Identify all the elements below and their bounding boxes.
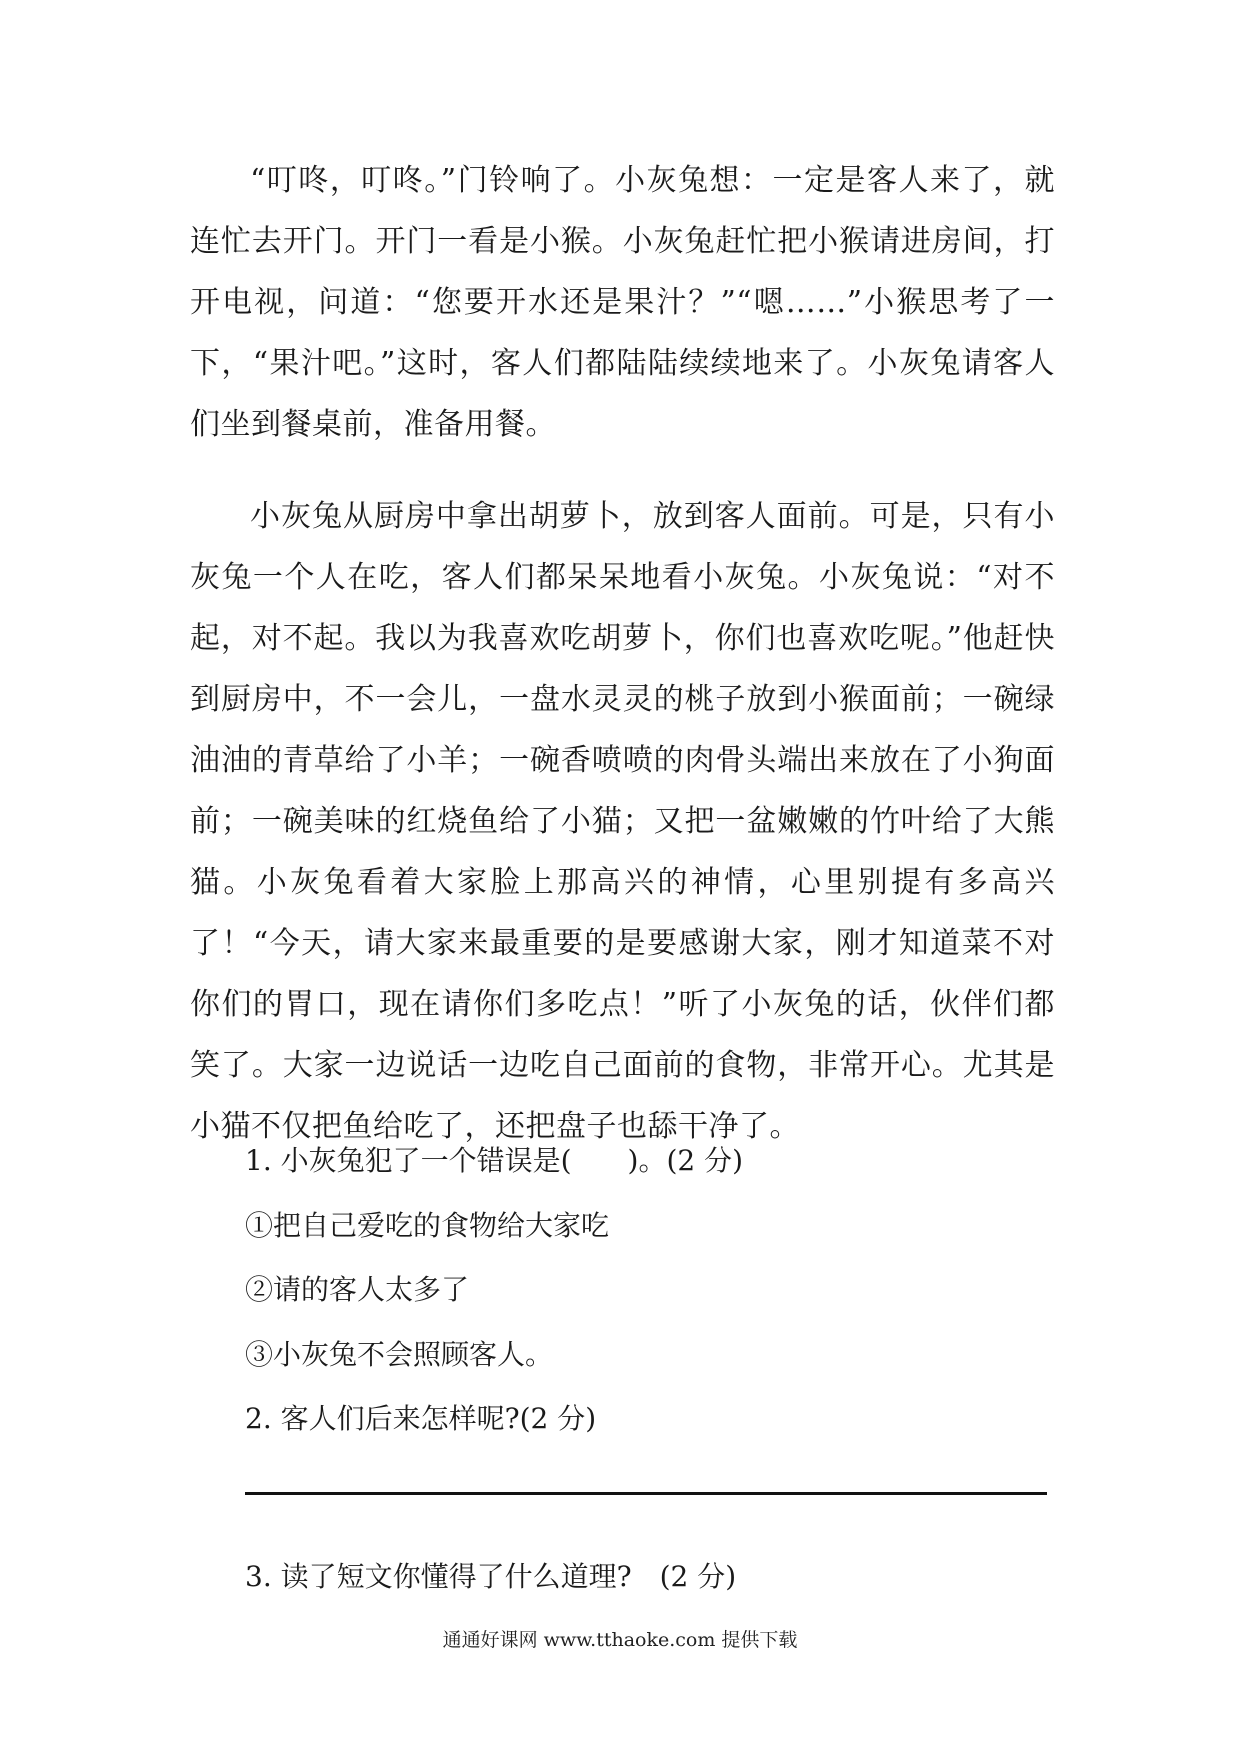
passage-paragraph-1: “叮咚，叮咚。”门铃响了。小灰兔想：一定是客人来了，就连忙去开门。开门一看是小猴。小灰兔赶忙把小猴请进房间，打开电视，问道：“您要开水还是果汁？”“嗯……”小猴思考了一下，“果汁吧。”这时，客人们都陆陆续续地来了。小灰兔请客人们坐到餐桌前，准备用餐。 (190, 163, 1055, 442)
question-1-option-1: ①把自己爱吃的食物给大家吃 (245, 1209, 610, 1242)
footer-credit: 通通好课网 www.tthaoke.com 提供下载 (442, 1629, 798, 1651)
question-1-option-2: ②请的客人太多了 (245, 1273, 470, 1306)
question-2: 2. 客人们后来怎样呢?(2 分) (245, 1402, 597, 1435)
passage-paragraph-2: 小灰兔从厨房中拿出胡萝卜，放到客人面前。可是，只有小灰兔一个人在吃，客人们都呆呆地看小灰兔。小灰兔说：“对不起，对不起。我以为我喜欢吃胡萝卜，你们也喜欢吃呢。”他赶快到厨房中，不一会儿，一盘水灵灵的桃子放到小猴面前；一碗绿油油的青草给了小羊；一碗香喷喷的肉骨头端出来放在了小狗面前；一碗美味的红烧鱼给了小猫；又把一盆嫩嫩的竹叶给了大熊猫。小灰兔看着大家脸上那高兴的神情，心里别提有多高兴了！“今天，请大家来最重要的是要感谢大家，刚才知道菜不对你们的胃口，现在请你们多吃点！”听了小灰兔的话，伙伴们都笑了。大家一边说话一边吃自己面前的食物，非常开心。尤其是小猫不仅把鱼给吃了，还把盘子也舔干净了。 (190, 499, 1055, 1144)
question-1: 1. 小灰兔犯了一个错误是( )。(2 分) (245, 1144, 744, 1177)
question-1-option-3: ③小灰兔不会照顾客人。 (245, 1338, 554, 1371)
question-3: 3. 读了短文你懂得了什么道理? (2 分) (245, 1560, 737, 1593)
answer-line (245, 1492, 1047, 1495)
